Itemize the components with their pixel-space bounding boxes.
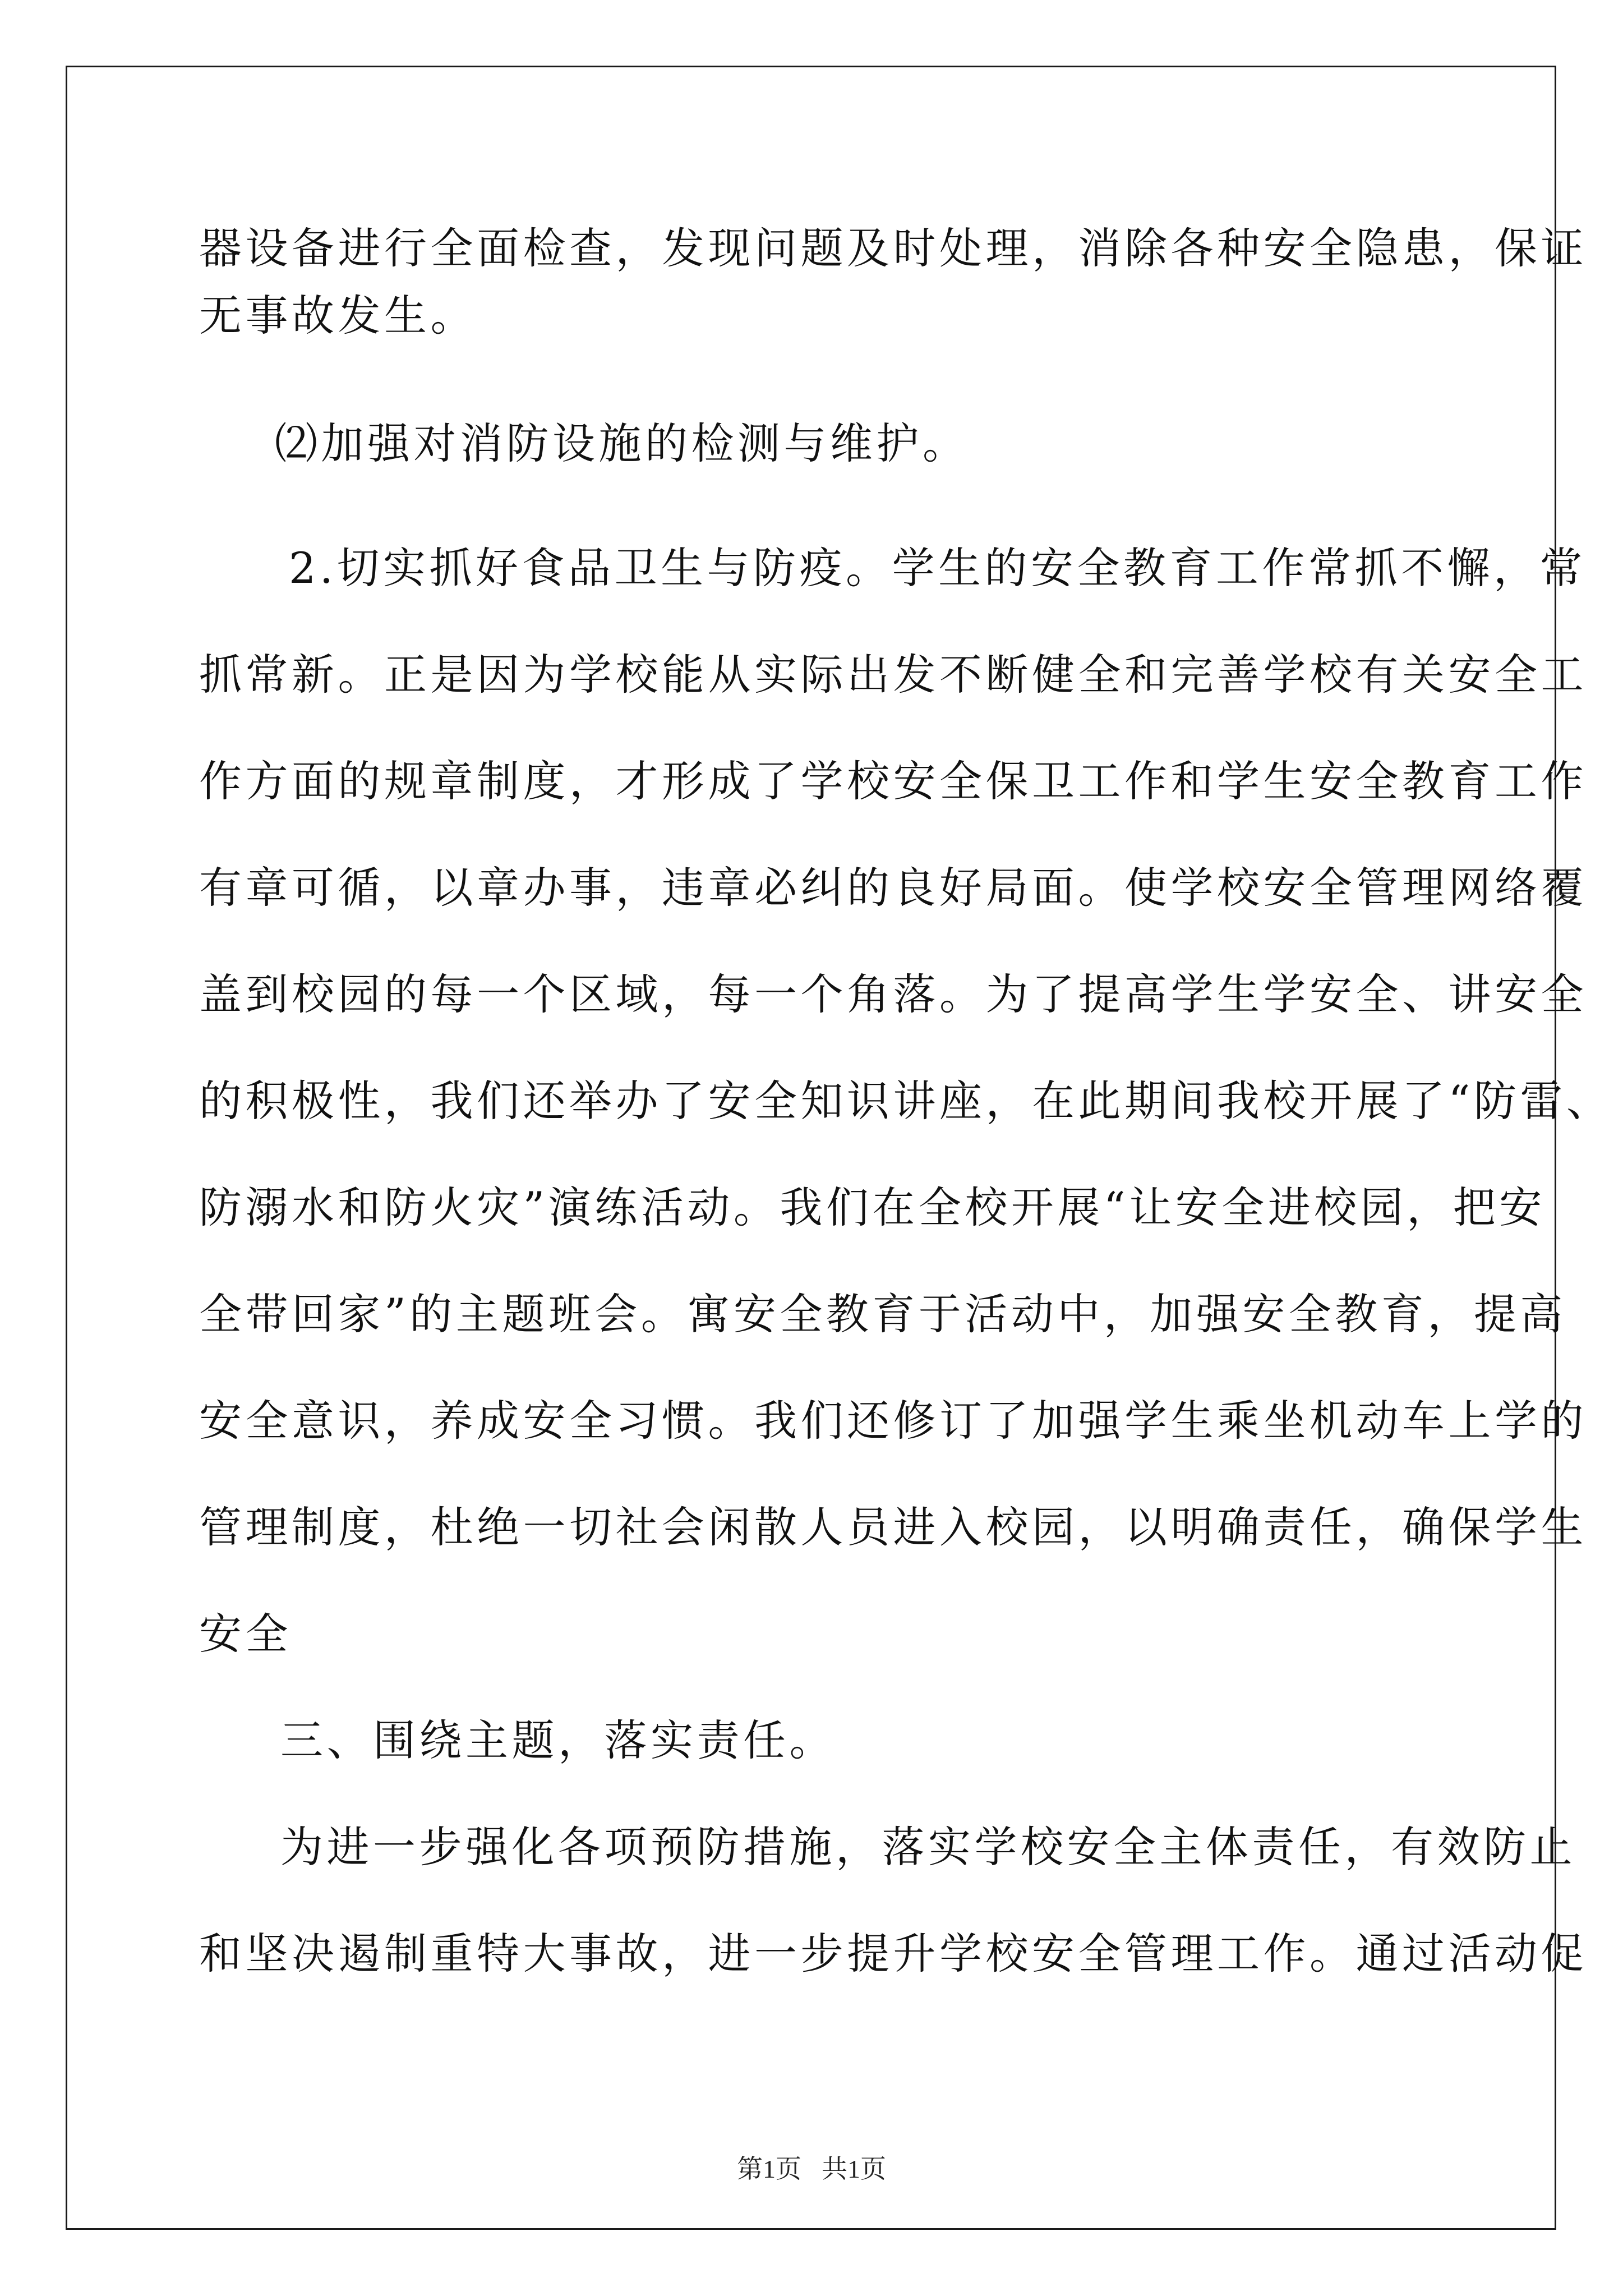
paragraph-line: 全带回家”的主题班会。寓安全教育于活动中，加强安全教育，提高: [199, 1289, 1566, 1339]
paragraph-line: 的积极性，我们还举办了安全知识讲座，在此期间我校开展了“防雷、: [199, 1076, 1613, 1126]
paragraph-line: 有章可循，以章办事，违章必纠的良好局面。使学校安全管理网络覆: [199, 863, 1587, 913]
paragraph-line: 抓常新。正是因为学校能从实际出发不断健全和完善学校有关安全工: [199, 650, 1587, 700]
page-number: 第1页: [737, 2155, 801, 2183]
paragraph-line: 防溺水和防火灾”演练活动。我们在全校开展“让安全进校园，把安: [199, 1182, 1546, 1232]
paragraph-line: 器设备进行全面检查，发现问题及时处理，消除各种安全隐患，保证: [199, 223, 1587, 273]
paragraph-line: 2.切实抓好食品卫生与防疫。学生的安全教育工作常抓不懈，常: [289, 543, 1587, 593]
paragraph-line: 安全意识，养成安全习惯。我们还修订了加强学生乘坐机动车上学的: [199, 1396, 1587, 1446]
paragraph-line: 盖到校园的每一个区域，每一个角落。为了提高学生学安全、讲安全: [199, 969, 1587, 1019]
page-footer: [0, 2148, 1623, 2185]
page-border: [66, 66, 1613, 2230]
paragraph-line: 和坚决遏制重特大事故，进一步提升学校安全管理工作。通过活动促: [199, 1929, 1587, 1978]
paragraph-line: 作方面的规章制度，才形成了学校安全保卫工作和学生安全教育工作: [199, 756, 1587, 806]
paragraph-line: 无事故发生。: [199, 291, 477, 341]
paragraph-line: ⑵加强对消防设施的检测与维护。: [275, 418, 969, 468]
section-heading: 三、围绕主题，落实责任。: [280, 1715, 836, 1765]
paragraph-line: 管理制度，杜绝一切社会闲散人员进入校园，以明确责任，确保学生: [199, 1502, 1587, 1552]
paragraph-line: 安全: [199, 1609, 292, 1659]
page-total: 共1页: [822, 2155, 886, 2183]
paragraph-line: 为进一步强化各项预防措施，落实学校安全主体责任，有效防止: [280, 1822, 1576, 1872]
